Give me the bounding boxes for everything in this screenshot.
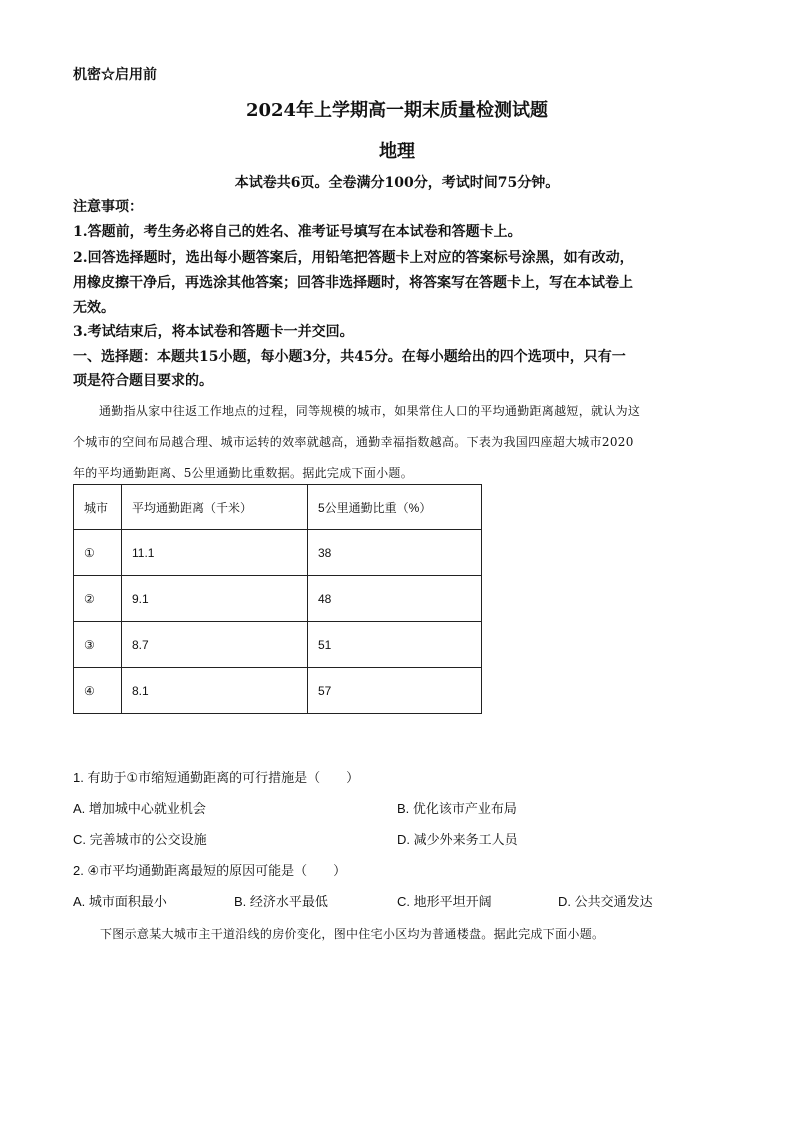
table-row xyxy=(74,668,482,714)
notes-line: 3.考试结束后，将本试卷和答题卡一并交回。 xyxy=(73,324,354,340)
notes-line: 用橡皮擦干净后，再选涂其他答案；回答非选择题时，将答案写在答题卡上，写在本试卷上 xyxy=(73,275,633,291)
table-cell: ① xyxy=(74,530,122,576)
table-cell: ④ xyxy=(74,668,122,714)
table-cell: 51 xyxy=(308,622,482,668)
question-option: C. 地形平坦开阔 xyxy=(397,894,492,909)
passage-line: 个城市的空间布局越合理、城市运转的效率就越高，通勤幸福指数越高。下表为我国四座超大城市2020 xyxy=(73,435,634,449)
table-cell: 8.1 xyxy=(122,668,308,714)
exam-info: 本试卷共6页。全卷满分100分，考试时间75分钟。 xyxy=(234,175,560,191)
notes-line: 无效。 xyxy=(73,300,115,316)
table-row xyxy=(74,622,482,668)
question-option: D. 减少外来务工人员 xyxy=(397,832,518,847)
question-option: A. 城市面积最小 xyxy=(73,894,167,909)
question-option: D. 公共交通发达 xyxy=(558,894,653,909)
notes-heading: 注意事项： xyxy=(73,199,143,215)
table-cell: 48 xyxy=(308,576,482,622)
table-row xyxy=(74,576,482,622)
passage-commute xyxy=(73,396,723,489)
notes-line: 2.回答选择题时，选出每小题答案后，用铅笔把答题卡上对应的答案标号涂黑，如有改动， xyxy=(73,250,634,266)
table-cell: 11.1 xyxy=(122,530,308,576)
question-option: B. 经济水平最低 xyxy=(234,894,328,909)
confidential-label: 机密☆启用前 xyxy=(73,67,157,83)
table-cell: 9.1 xyxy=(122,576,308,622)
passage-line: 通勤指从家中往返工作地点的过程，同等规模的城市，如果常住人口的平均通勤距离越短，就认为这 xyxy=(99,404,641,418)
table-header-cell: 5公里通勤比重（%） xyxy=(308,485,482,530)
table-header-row xyxy=(74,485,482,530)
exam-title: 2024年上学期高一期末质量检测试题 xyxy=(245,100,549,121)
table-cell: 38 xyxy=(308,530,482,576)
table-header-cell: 平均通勤距离（千米） xyxy=(122,485,308,530)
section-heading: 一、选择题：本题共15小题，每小题3分，共45分。在每小题给出的四个选项中，只有一 xyxy=(73,349,626,365)
question-option: B. 优化该市产业布局 xyxy=(397,801,517,816)
table-row xyxy=(74,530,482,576)
table-cell: 8.7 xyxy=(122,622,308,668)
question-stem: 2. ④市平均通勤距离最短的原因可能是（ ） xyxy=(73,863,347,878)
question-option: C. 完善城市的公交设施 xyxy=(73,832,207,847)
table-cell: ③ xyxy=(74,622,122,668)
passage-housing: 下图示意某大城市主干道沿线的房价变化，图中住宅小区均为普通楼盘。据此完成下面小题。 xyxy=(100,927,605,941)
table-cell: ② xyxy=(74,576,122,622)
section-heading: 项是符合题目要求的。 xyxy=(73,373,213,389)
subject-title: 地理 xyxy=(379,141,415,162)
question-stem: 1. 有助于①市缩短通勤距离的可行措施是（ ） xyxy=(73,770,360,785)
table-header-cell: 城市 xyxy=(74,485,122,530)
passage-line: 年的平均通勤距离、5公里通勤比重数据。据此完成下面小题。 xyxy=(73,466,414,480)
notes-line: 1.答题前，考生务必将自己的姓名、准考证号填写在本试卷和答题卡上。 xyxy=(73,224,522,240)
table-cell: 57 xyxy=(308,668,482,714)
commute-data-table xyxy=(73,484,482,714)
question-option: A. 增加城中心就业机会 xyxy=(73,801,206,816)
